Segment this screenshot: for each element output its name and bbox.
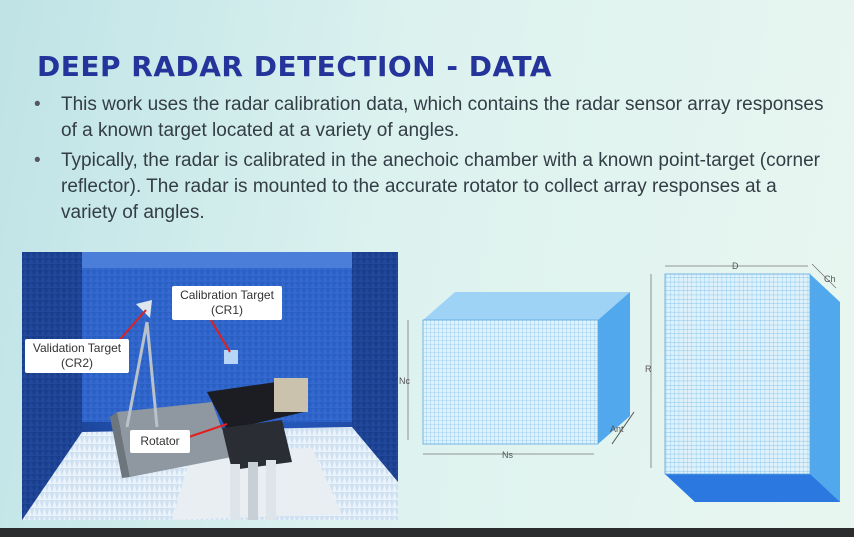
dim-label-ns: Ns (502, 450, 513, 460)
calibration-target-label: Calibration Target (CR1) (172, 286, 282, 320)
slide-title: DEEP RADAR DETECTION - DATA (37, 50, 553, 83)
dim-label-ant: Ant (610, 424, 624, 434)
dim-label-ch: Ch (824, 274, 836, 284)
rotator-label: Rotator (130, 430, 190, 453)
data-cube-nc-ns-ant (398, 280, 648, 470)
validation-target-label: Validation Target (CR2) (25, 339, 129, 373)
cube-top-face (423, 292, 630, 320)
data-cube-r-d-ch (640, 256, 846, 508)
bullet-icon: • (34, 150, 41, 171)
screen-bezel (0, 528, 854, 537)
bullet-text: This work uses the radar calibration data, which contains the radar sensor array responses of a known target located at a variety of angles. (61, 94, 824, 141)
cube-bottom-face (665, 474, 840, 502)
cube-front-face (423, 320, 598, 444)
cube-front-face (665, 274, 810, 474)
dim-label-r: R (645, 364, 652, 374)
dim-label-nc: Nc (399, 376, 410, 386)
bullet-list (28, 92, 828, 230)
bullet-item (28, 148, 828, 226)
bullet-item (28, 92, 828, 144)
dim-label-d: D (732, 261, 739, 271)
bullet-icon: • (34, 94, 41, 115)
bullet-text: Typically, the radar is calibrated in the anechoic chamber with a known point-target (corner reflector). The radar is mounted to the accurate rotator to collect array responses at a variety of angles. (61, 150, 820, 223)
anechoic-chamber-photo (22, 252, 398, 520)
